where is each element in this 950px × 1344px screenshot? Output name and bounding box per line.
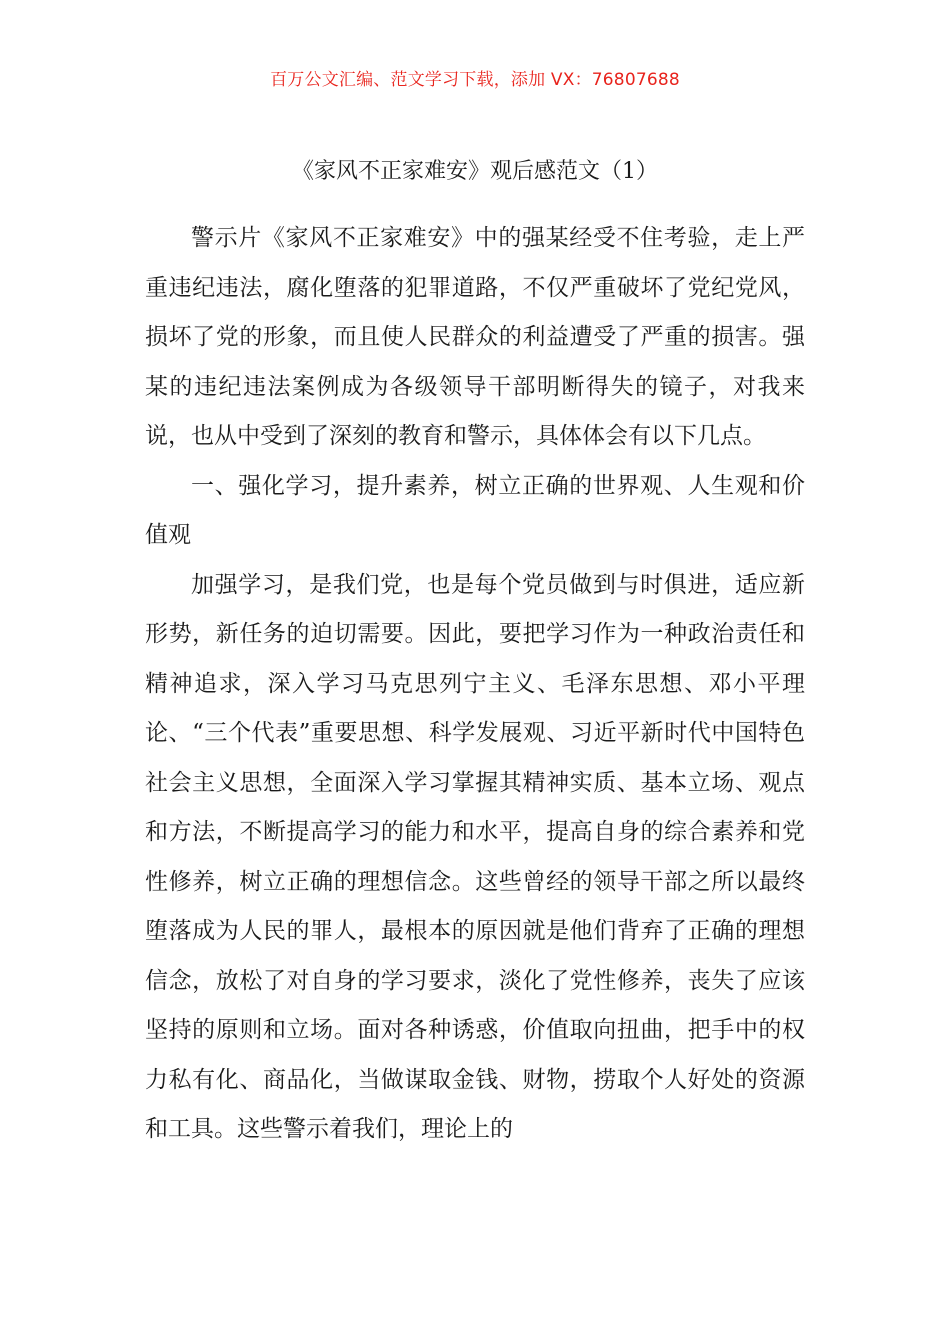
paragraph-intro: 警示片《家风不正家难安》中的强某经受不住考验，走上严重违纪违法，腐化堕落的犯罪道路，不仅严重破坏了党纪党风，损坏了党的形象，而且使人民群众的利益遭受了严重的损害。强某的违纪违法案例成为各级领导干部明断得失的镜子，对我来说，也从中受到了深刻的教育和警示，具体体会有以下几点。 [145,225,805,449]
document-body [145,214,805,1155]
paragraph-study: 加强学习，是我们党，也是每个党员做到与时俱进，适应新形势，新任务的迫切需要。因此，要把学习作为一种政治责任和精神追求，深入学习马克思列宁主义、毛泽东思想、邓小平理论、“三个代表”重要思想、科学发展观、习近平新时代中国特色社会主义思想，全面深入学习掌握其精神实质、基本立场、观点和方法，不断提高学习的能力和水平，提高自身的综合素养和党性修养，树立正确的理想信念。这些曾经的领导干部之所以最终堕落成为人民的罪人，最根本的原因就是他们背弃了正确的理想信念，放松了对自身的学习要求，淡化了党性修养，丧失了应该坚持的原则和立场。面对各种诱惑，价值取向扭曲，把手中的权力私有化、商品化，当做谋取金钱、财物，捞取个人好处的资源和工具。这些警示着我们，理论上的 [145,571,805,1142]
document-title: 《家风不正家难安》观后感范文（1） [292,159,658,184]
section-heading-1: 一、强化学习，提升素养，树立正确的世界观、人生观和价值观 [145,472,805,548]
header-banner: 百万公文汇编、范文学习下载，添加 VX：76807688 [270,70,680,90]
